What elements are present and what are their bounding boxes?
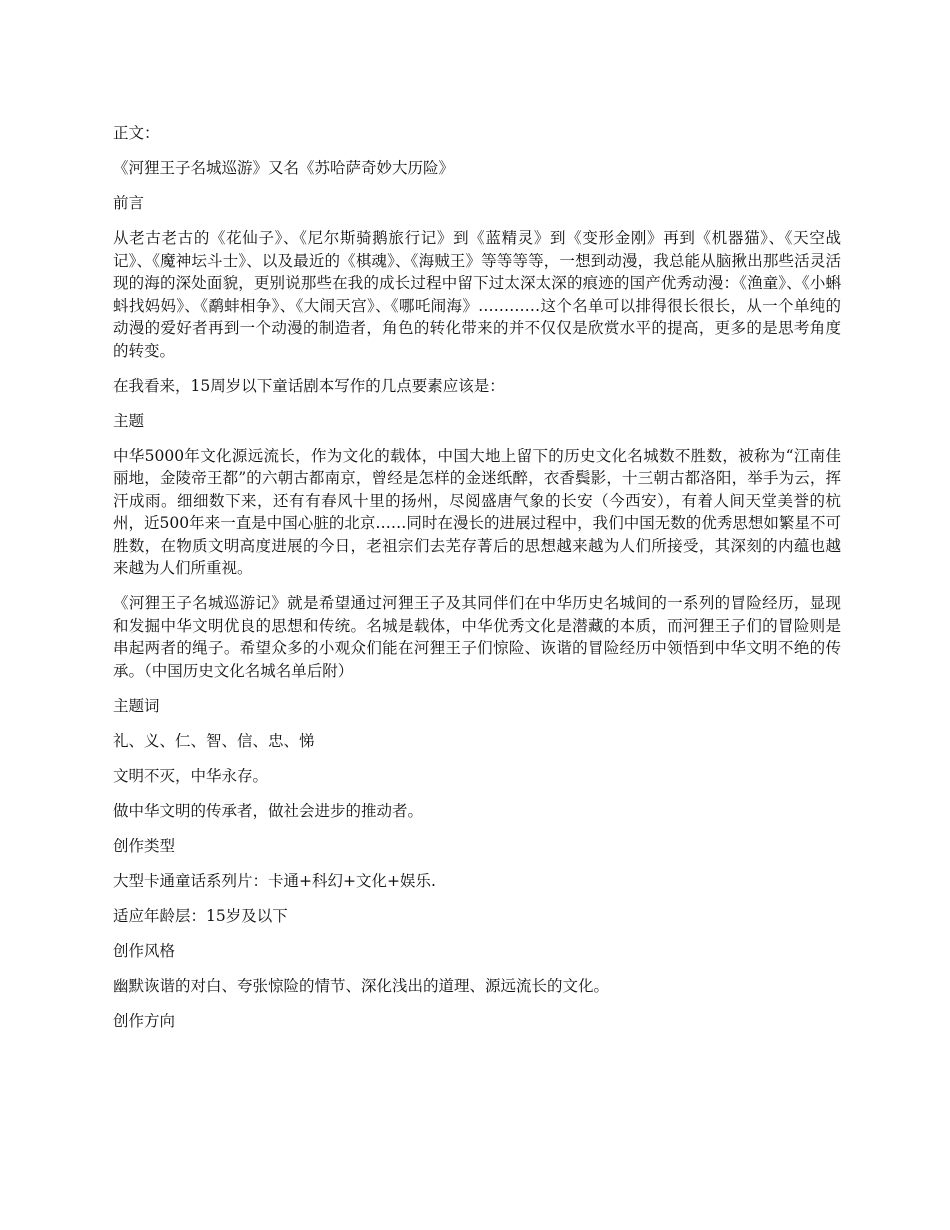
title-line: 《河狸王子名城巡游》又名《苏哈萨奇妙大历险》: [113, 159, 455, 177]
elements-intro: 在我看来，15周岁以下童话剧本写作的几点要素应该是：: [113, 376, 505, 395]
genre-value: 大型卡通童话系列片：卡通+科幻+文化+娱乐.: [113, 871, 436, 890]
keywords-values: 礼、义、仁、智、信、忠、悌: [113, 731, 315, 750]
theme-paragraph-1: 中华5000年文化源远流长，作为文化的载体，中国大地上留下的历史文化名城数不胜数，被称为“江南佳丽地，金陵帝王都”的六朝古都南京，曾经是怎样的金迷纸醉，衣香鬓影，十三朝古都洛阳，举手为云，挥汗成雨。细细数下来，还有有春风十里的扬州，尽阅盛唐气象的长安（今西安），有着人间天堂美誉的杭州，近500年来一直是中国心脏的北京……同时在漫长的进展过程中，我们中国无数的优秀思想如繁星不可胜数，在物质文明高度进展的今日，老祖宗们去芜存菁后的思想越来越为人们所接受，其深刻的内蕴也越来越为人们所重视。: [113, 446, 841, 577]
theme-paragraph-2: 《河狸王子名城巡游记》就是希望通过河狸王子及其同伴们在中华历史名城间的一系列的冒险经历，显现和发掘中华文明优良的思想和传统。名城是载体，中华优秀文化是潜藏的本质，而河狸王子们的冒险则是串起两者的绳子。希望众多的小观众们能在河狸王子们惊险、诙谐的冒险经历中领悟到中华文明不绝的传承。（中国历史文化名城名单后附）: [113, 594, 841, 680]
section-heading-direction: 创作方向: [113, 1011, 176, 1030]
keywords-slogan-2: 做中华文明的传承者，做社会进步的推动者。: [113, 801, 424, 820]
style-value: 幽默诙谐的对白、夸张惊险的情节、深化浅出的道理、源远流长的文化。: [113, 976, 610, 995]
section-heading-keywords: 主题词: [113, 696, 160, 715]
keywords-slogan-1: 文明不灭，中华永存。: [113, 766, 269, 785]
document-page: [113, 122, 841, 1045]
body-label: 正文：: [113, 124, 160, 142]
preface-paragraph: 从老古老古的《花仙子》、《尼尔斯骑鹅旅行记》到《蓝精灵》到《变形金刚》再到《机器猫》、《天空战记》、《魔神坛斗士》、以及最近的《棋魂》、《海贼王》等等等等，一想到动漫，我总能从脑揪出那些活灵活现的海的深处面貌，更别说那些在我的成长过程中留下过太深太深的痕迹的国产优秀动漫：《渔童》、《小蝌蚪找妈妈》、《鹬蚌相争》、《大闹天宫》、《哪吒闹海》…………这个名单可以排得很长很长，从一个单纯的动漫的爱好者再到一个动漫的制造者，角色的转化带来的并不仅仅是欣赏水平的提高，更多的是思考角度的转变。: [113, 229, 841, 360]
section-heading-theme: 主题: [113, 411, 145, 430]
section-heading-preface: 前言: [113, 194, 145, 212]
section-heading-style: 创作风格: [113, 941, 176, 960]
section-heading-genre: 创作类型: [113, 836, 176, 855]
age-value: 适应年龄层：15岁及以下: [113, 906, 288, 925]
